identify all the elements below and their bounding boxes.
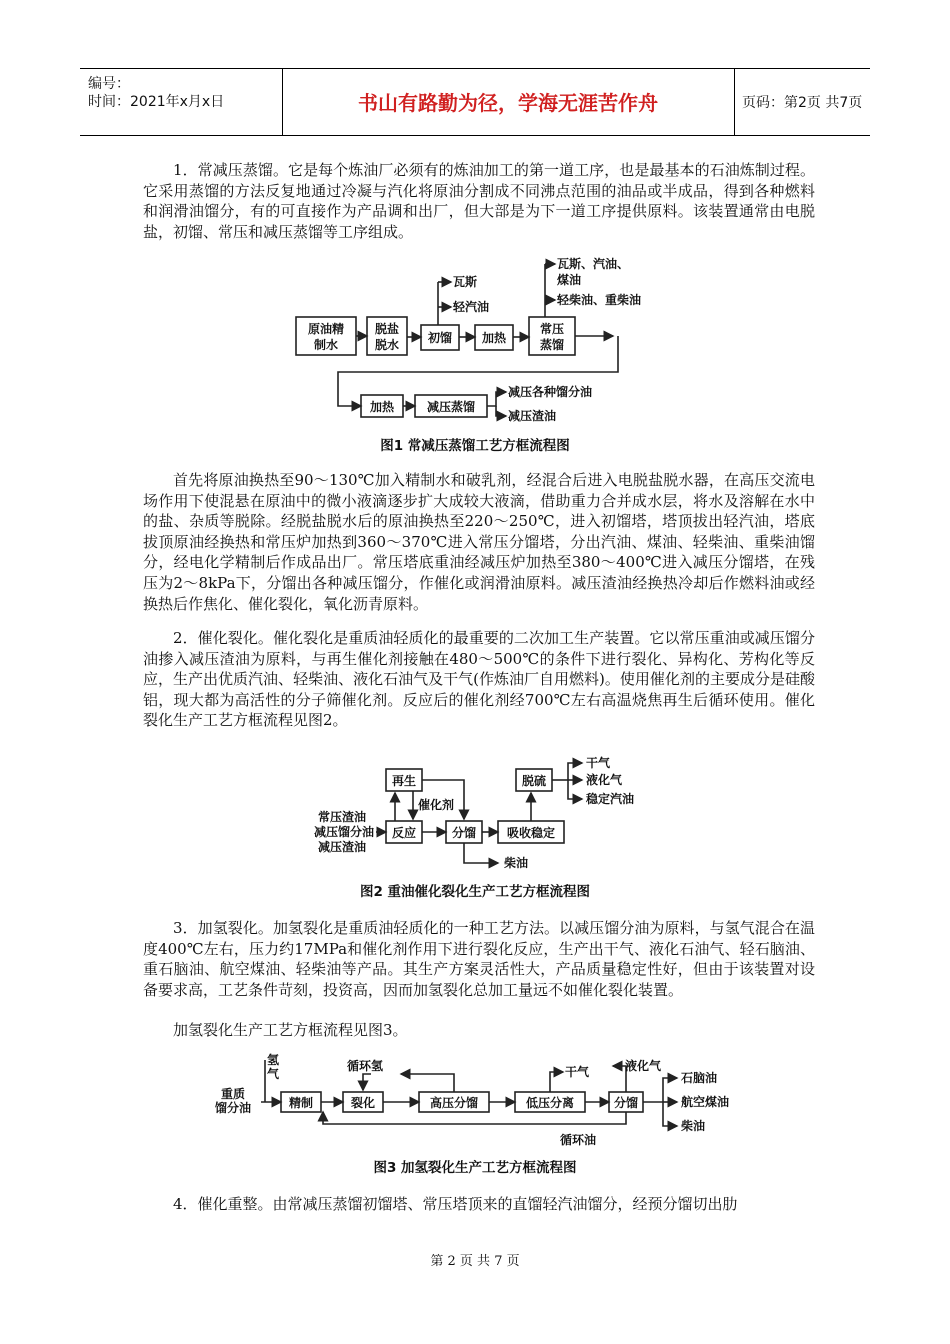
fig3-lp-sep-label: 低压分离 [525, 1096, 575, 1110]
figure-1-caption: 图1 常减压蒸馏工艺方框流程图 [380, 438, 570, 454]
fig3-lpg-label: 液化气 [625, 1059, 662, 1073]
page-footer: 第 2 页 共 7 页 [430, 1254, 520, 1269]
fig3-feed-label-2: 馏分油 [214, 1101, 252, 1115]
fig1-vac-resid-output: 减压渣油 [508, 409, 557, 423]
fig1-atm-side-output: 轻柴油、重柴油 [557, 293, 642, 307]
fig2-frac-label: 分馏 [451, 826, 477, 840]
paragraph-6: 4．催化重整。由常减压蒸馏初馏塔、常压塔顶来的直馏轻汽油馏分，经预分馏切出肋 [173, 1195, 738, 1213]
header-page-info: 页码：第2页 共7页 [742, 95, 863, 111]
fig2-absorb-label: 吸收稳定 [506, 826, 556, 840]
fig1-vac-label: 减压蒸馏 [426, 400, 476, 414]
fig2-regen-label: 再生 [391, 774, 417, 788]
paragraph-3: 2．催化裂化。催化裂化是重质油轻质化的最重要的二次加工生产装置。它以常压重油或减压馏分油掺入减压渣油为原料，与再生催化剂接触在480～500℃的条件下进行裂化、异构化、芳构化等反应，生产出优质汽油、轻柴油、液化石油气及干气(作炼油厂自用燃料)。使用催化剂的主要成分是硅酸铝，现大都为高活性的分子筛催化剂。反应后的催化剂经700℃左右高温烧焦再生后循环使用。催化裂化生产工艺方框流程见图2。 [143, 629, 815, 730]
figure-2-caption: 图2 重油催化裂化生产工艺方框流程图 [359, 884, 591, 900]
fig3-crack-label: 裂化 [350, 1096, 376, 1110]
figure-3 [205, 1052, 750, 1152]
fig1-light-gasoline-output: 轻汽油 [453, 300, 490, 314]
time-label: 时间：2021年x月x日 [88, 94, 225, 110]
figure-3-caption: 图3 加氢裂化生产工艺方框流程图 [373, 1160, 577, 1176]
fig3-naphtha-label: 石脑油 [681, 1071, 718, 1085]
paragraph-4: 3．加氢裂化。加氢裂化是重质油轻质化的一种工艺方法。以减压馏分油为原料，与氢气混合在温度400℃左右，压力约17MPa和催化剂作用下进行裂化反应，生产出干气、液化石油气、轻石脑油、重石脑油、航空煤油、轻柴油等产品。其生产方案灵活性大，产品质量稳定性好，但由于该装置对设备要求高，工艺条件苛刻，投资高，因而加氢裂化总加工量远不如催化裂化装置。 [143, 919, 815, 999]
fig3-recycle-h2-label: 循环氢 [347, 1059, 384, 1073]
fig3-feed-label: 重质 [220, 1087, 246, 1101]
fig1-vac-dist-output: 减压各种馏分油 [508, 385, 593, 399]
fig3-refine-label: 精制 [288, 1096, 314, 1110]
page-header [80, 68, 870, 136]
fig1-crude-label-2: 制水 [313, 338, 339, 352]
fig1-desalt-label-2: 脱水 [374, 338, 400, 352]
fig2-dry-gas-label: 干气 [586, 756, 611, 770]
paragraph-1: 1．常减压蒸馏。它是每个炼油厂必须有的炼油加工的第一道工序，也是最基本的石油炼制过程。它采用蒸馏的方法反复地通过冷凝与汽化将原油分割成不同沸点范围的油品或半成品，得到各种燃料和润滑油馏分，有的可直接作为产品调和出厂，但大部是为下一道工序提供原料。该装置通常由电脱盐，初馏、常压和减压蒸馏等工序组成。 [143, 161, 815, 241]
fig2-catalyst-label: 催化剂 [418, 798, 455, 812]
fig3-jet-label: 航空煤油 [681, 1095, 730, 1109]
fig1-initial-label: 初馏 [427, 331, 453, 345]
fig3-hydrogen-label-2: 气 [267, 1067, 280, 1081]
fig2-react-label: 反应 [391, 826, 417, 840]
fig1-heat1-label: 加热 [481, 331, 507, 345]
header-motto: 书山有路勤为径，学海无涯苦作舟 [282, 69, 735, 135]
fig1-atm-top-output-2: 煤油 [557, 273, 582, 287]
paragraph-5: 加氢裂化生产工艺方框流程见图3。 [173, 1021, 408, 1039]
number-label: 编号： [88, 76, 130, 92]
fig3-frac-label: 分馏 [613, 1096, 639, 1110]
fig1-heat2-label: 加热 [369, 400, 395, 414]
fig1-atm-label: 常压 [539, 322, 565, 336]
fig3-diesel-label: 柴油 [681, 1119, 706, 1133]
header-meta [80, 69, 283, 135]
fig2-stable-gasoline-label: 稳定汽油 [586, 792, 635, 806]
fig1-crude-label: 原油精 [307, 322, 345, 336]
figure-1 [293, 252, 658, 427]
fig2-lpg-label: 液化气 [586, 773, 623, 787]
fig2-feed2-label: 减压馏分油 [313, 825, 374, 839]
fig2-feed3-label: 减压渣油 [317, 840, 366, 854]
fig3-recycle-oil-label: 循环油 [560, 1133, 597, 1147]
fig3-dry-gas-label: 干气 [565, 1065, 590, 1079]
fig3-hydrogen-label: 氢 [267, 1053, 280, 1067]
fig1-atm-top-output: 瓦斯、汽油、 [557, 257, 630, 271]
fig3-hp-sep-label: 高压分馏 [429, 1096, 479, 1110]
figure-2 [300, 755, 670, 875]
fig1-desalt-label: 脱盐 [374, 322, 400, 336]
fig2-feed1-label: 常压渣油 [317, 810, 366, 824]
fig2-desulf-label: 脱硫 [521, 774, 547, 788]
fig1-atm-label-2: 蒸馏 [539, 338, 565, 352]
fig2-diesel-label: 柴油 [504, 856, 529, 870]
paragraph-2: 首先将原油换热至90～130℃加入精制水和破乳剂，经混合后进入电脱盐脱水器，在高压交流电场作用下使混悬在原油中的微小液滴逐步扩大成较大液滴，借助重力合并成水层，将水及溶解在水中的盐、杂质等脱除。经脱盐脱水后的原油换热至220～250℃，进入初馏塔，塔顶拔出轻汽油，塔底拔顶原油经换热和常压炉加热到360～370℃进入常压分馏塔，分出汽油、煤油、轻柴油、重柴油馏分，经电化学精制后作成品出厂。常压塔底重油经减压炉加热至380～400℃进入减压分馏塔，在残压为2～8kPa下，分馏出各种减压馏分，作催化或润滑油原料。减压渣油经换热冷却后作燃料油或经换热后作焦化、催化裂化，氧化沥青原料。 [143, 471, 815, 613]
fig1-gas-output: 瓦斯 [453, 275, 478, 289]
